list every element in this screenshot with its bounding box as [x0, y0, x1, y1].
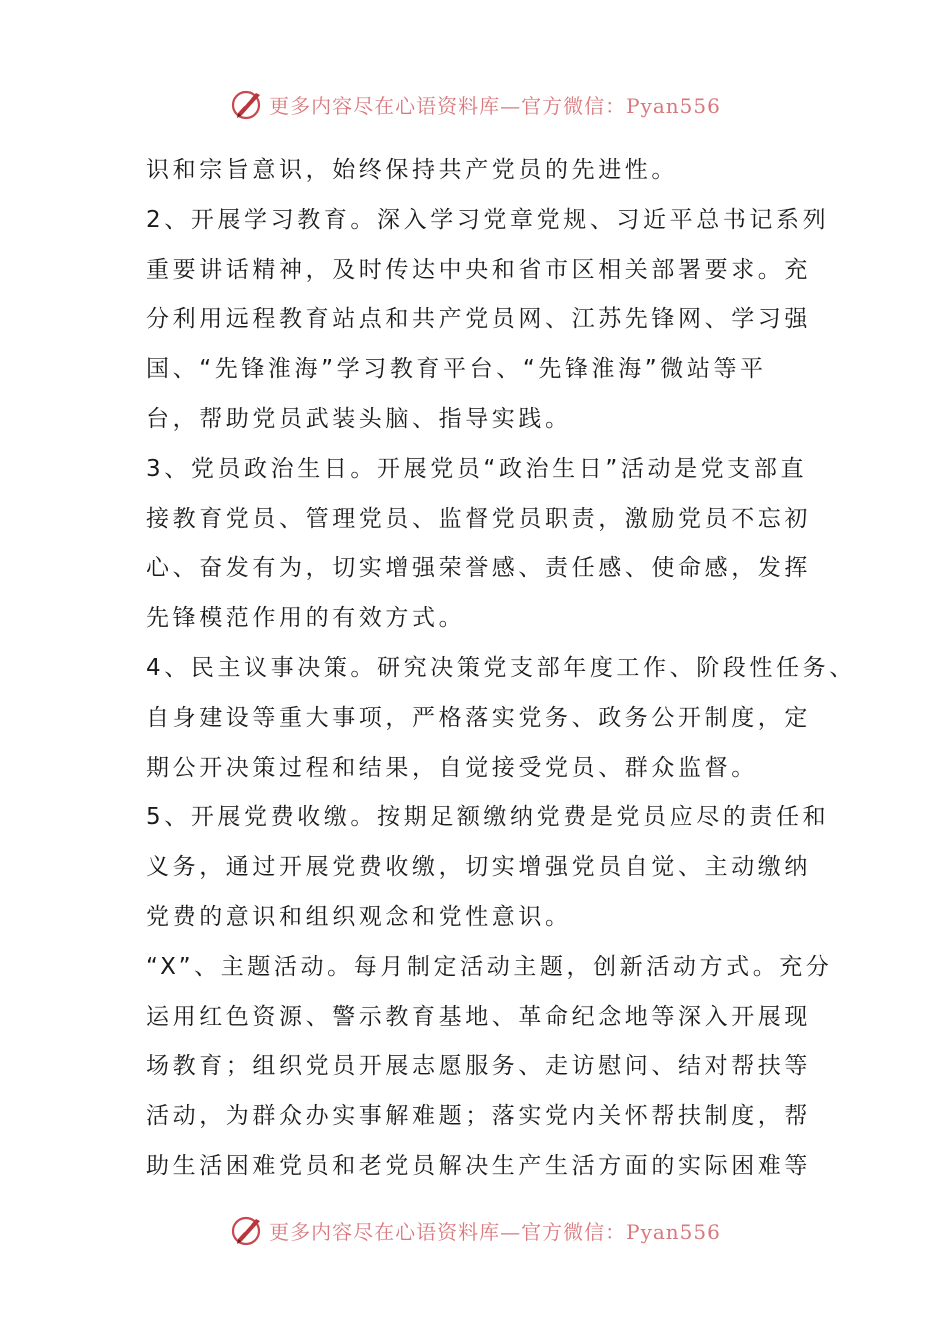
body-line: 重要讲话精神，及时传达中央和省市区相关部署要求。充: [146, 256, 811, 283]
body-line: 心、奋发有为，切实增强荣誉感、责任感、使命感，发挥: [146, 555, 811, 582]
body-line: 期公开决策过程和结果，自觉接受党员、群众监督。: [146, 754, 758, 781]
body-line: 2、开展学习教育。深入学习党章党规、习近平总书记系列: [146, 206, 830, 233]
body-line: 接教育党员、管理党员、监督党员职责，激励党员不忘初: [146, 505, 811, 532]
quill-pen-circle-icon: [229, 1212, 265, 1248]
quill-pen-circle-icon: [229, 86, 265, 122]
header-watermark: [0, 84, 950, 124]
body-line: 5、开展党费收缴。按期足额缴纳党费是党员应尽的责任和: [146, 804, 830, 831]
body-line: 场教育；组织党员开展志愿服务、走访慰问、结对帮扶等: [146, 1053, 811, 1080]
body-line: 4、民主议事决策。研究决策党支部年度工作、阶段性任务、: [146, 654, 856, 681]
body-line: 运用红色资源、警示教育基地、革命纪念地等深入开展现: [146, 1003, 811, 1030]
footer-watermark: [0, 1210, 950, 1250]
body-line: 分利用远程教育站点和共产党员网、江苏先锋网、学习强: [146, 306, 811, 333]
body-line: 台，帮助党员武装头脑、指导实践。: [146, 405, 572, 432]
body-line: 识和宗旨意识，始终保持共产党员的先进性。: [146, 157, 678, 183]
body-line: 助生活困难党员和老党员解决生产生活方面的实际困难等: [146, 1152, 811, 1179]
watermark-text: 更多内容尽在心语资料库—官方微信：Pyan556: [269, 1219, 721, 1244]
body-line: 义务，通过开展党费收缴，切实增强党员自觉、主动缴纳: [146, 854, 811, 881]
document-body: [146, 146, 856, 1192]
body-line: 活动，为群众办实事解难题；落实党内关怀帮扶制度，帮: [146, 1103, 811, 1130]
body-line: 先锋模范作用的有效方式。: [146, 605, 466, 632]
body-line: 党费的意识和组织观念和党性意识。: [146, 903, 572, 930]
body-line: “X”、主题活动。每月制定活动主题，创新活动方式。充分: [146, 953, 833, 980]
body-line: 3、党员政治生日。开展党员“政治生日”活动是党支部直: [146, 455, 808, 482]
body-line: 国、“先锋淮海”学习教育平台、“先锋淮海”微站等平: [146, 356, 767, 383]
body-line: 自身建设等重大事项，严格落实党务、政务公开制度，定: [146, 704, 811, 731]
watermark-text: 更多内容尽在心语资料库—官方微信：Pyan556: [269, 93, 721, 118]
